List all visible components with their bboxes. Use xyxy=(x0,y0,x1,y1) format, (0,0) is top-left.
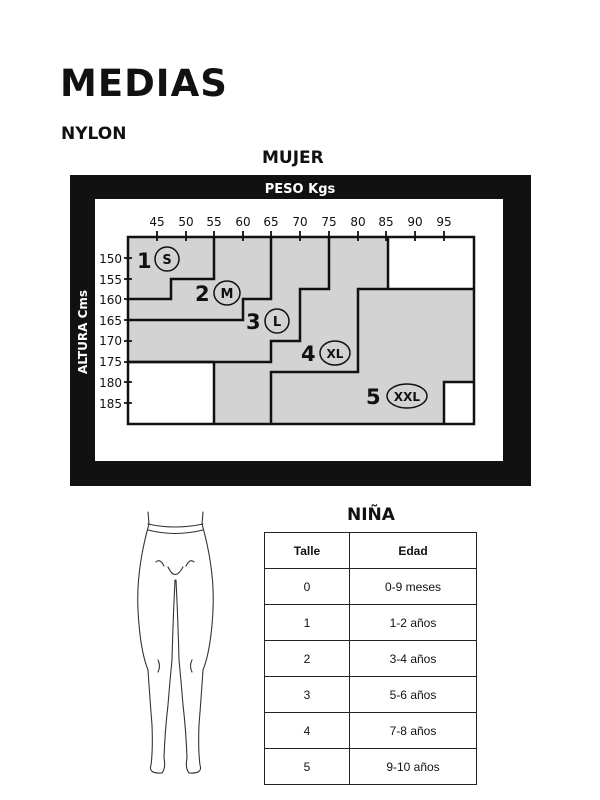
table-row xyxy=(265,641,477,677)
height-axis-label: ALTURA Cms xyxy=(76,289,90,375)
table-row xyxy=(265,749,477,785)
zone-5-number: 5 xyxy=(366,385,381,409)
table-cell-size: 0 xyxy=(265,569,350,605)
girls-size-table xyxy=(264,532,477,785)
weight-tick: 75 xyxy=(321,215,337,229)
zone-3-size: L xyxy=(272,315,282,330)
girls-heading: NIÑA xyxy=(347,505,395,525)
grid-white-top-right xyxy=(388,237,474,289)
weight-tick: 50 xyxy=(178,215,194,229)
weight-tick: 65 xyxy=(263,215,279,229)
women-size-chart xyxy=(70,175,531,486)
height-tick: 185 xyxy=(99,397,122,411)
zone-2-size: M xyxy=(220,287,234,302)
weight-tick: 70 xyxy=(292,215,308,229)
weight-tick: 80 xyxy=(350,215,366,229)
grid-white-bottom-left xyxy=(128,362,214,424)
weight-tick: 90 xyxy=(407,215,423,229)
table-cell-age: 5-6 años xyxy=(350,677,477,713)
table-cell-size: 2 xyxy=(265,641,350,677)
height-tick: 175 xyxy=(99,355,122,369)
zone-4-number: 4 xyxy=(301,342,316,366)
table-row xyxy=(265,677,477,713)
table-cell-size: 5 xyxy=(265,749,350,785)
table-row xyxy=(265,713,477,749)
column-header-talle: Talle xyxy=(265,533,350,569)
zone-3-number: 3 xyxy=(246,310,261,334)
weight-tick: 85 xyxy=(378,215,394,229)
table-row xyxy=(265,569,477,605)
height-tick: 155 xyxy=(99,273,122,287)
weight-tick: 95 xyxy=(436,215,452,229)
zone-1-size: S xyxy=(162,253,172,268)
table-cell-age: 1-2 años xyxy=(350,605,477,641)
height-tick: 160 xyxy=(99,293,122,307)
tights-illustration xyxy=(128,510,223,780)
zone-5-size: XXL xyxy=(393,390,421,404)
page-title: MEDIAS xyxy=(60,62,228,105)
weight-tick: 60 xyxy=(235,215,251,229)
weight-tick: 45 xyxy=(149,215,165,229)
table-cell-age: 3-4 años xyxy=(350,641,477,677)
table-cell-size: 3 xyxy=(265,677,350,713)
table-cell-age: 9-10 años xyxy=(350,749,477,785)
table-row xyxy=(265,605,477,641)
page-subtitle: NYLON xyxy=(61,124,127,144)
grid-white-bottom-right xyxy=(444,382,474,424)
height-tick: 170 xyxy=(99,334,122,348)
height-tick: 180 xyxy=(99,376,122,390)
women-heading: MUJER xyxy=(262,148,324,168)
height-tick: 165 xyxy=(99,314,122,328)
table-header-row xyxy=(265,533,477,569)
table-cell-size: 4 xyxy=(265,713,350,749)
weight-header: PESO Kgs xyxy=(264,182,336,197)
table-cell-age: 7-8 años xyxy=(350,713,477,749)
zone-2-number: 2 xyxy=(195,282,210,306)
column-header-edad: Edad xyxy=(350,533,477,569)
table-cell-age: 0-9 meses xyxy=(350,569,477,605)
table-cell-size: 1 xyxy=(265,605,350,641)
height-tick: 150 xyxy=(99,252,122,266)
weight-tick: 55 xyxy=(206,215,222,229)
zone-1-number: 1 xyxy=(137,249,152,273)
zone-4-size: XL xyxy=(326,347,344,361)
